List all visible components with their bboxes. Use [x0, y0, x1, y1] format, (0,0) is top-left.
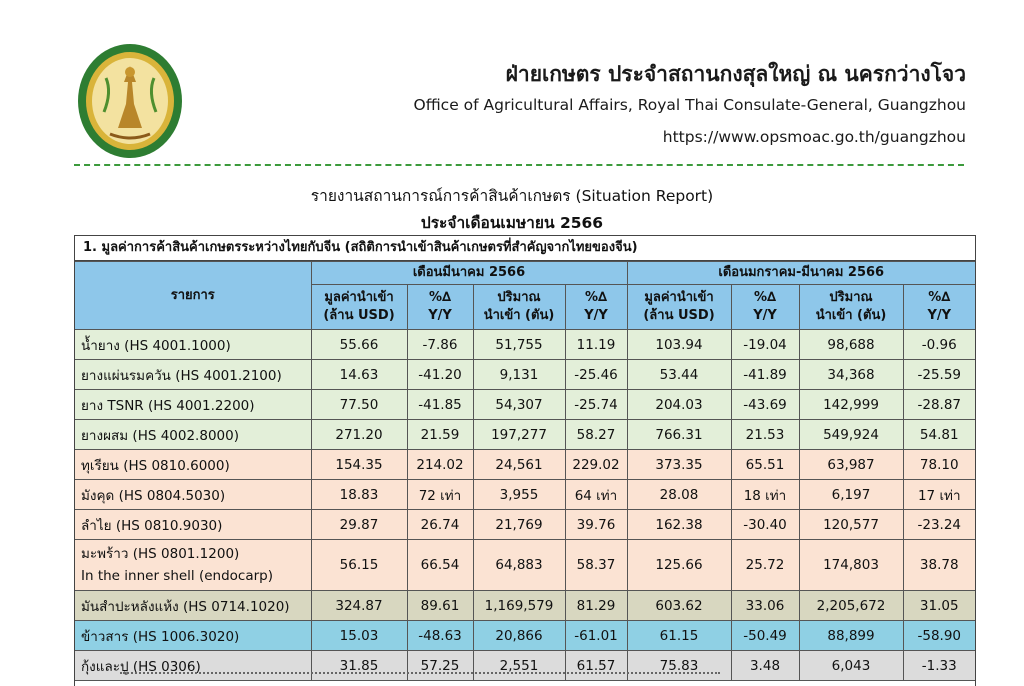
table-cell: 549,924: [799, 420, 903, 450]
row-item-name: ลำไย (HS 0810.9030): [75, 510, 311, 540]
column-header-line: Y/Y: [428, 308, 452, 323]
table-row: [75, 420, 975, 450]
table-cell: 197,277: [473, 420, 565, 450]
row-item-name: น้ำยาง (HS 4001.1000): [75, 330, 311, 360]
table-cell: 65.51: [731, 450, 799, 480]
header-divider: [74, 164, 964, 166]
row-item-name: ทุเรียน (HS 0810.6000): [75, 450, 311, 480]
row-item-name: ยางแผ่นรมควัน (HS 4001.2100): [75, 360, 311, 390]
table-row: [75, 330, 975, 360]
table-row: [75, 540, 975, 591]
table-cell: 14.63: [311, 360, 407, 390]
table-cell: 18 เท่า: [731, 480, 799, 510]
ministry-seal-icon: [76, 42, 184, 160]
table-cell: -28.87: [903, 390, 975, 420]
table-cell: -23.24: [903, 510, 975, 540]
table-cell: 15.03: [311, 621, 407, 651]
table-cell: 162.38: [627, 510, 731, 540]
table-row: [75, 621, 975, 651]
table-cell: -48.63: [407, 621, 473, 651]
table-cell: 77.50: [311, 390, 407, 420]
table-row: [75, 360, 975, 390]
table-cell: 120,577: [799, 510, 903, 540]
row-item-name-line: In the inner shell (endocarp): [81, 568, 274, 584]
column-header: [731, 285, 799, 330]
table-cell: 11.19: [565, 330, 627, 360]
column-header-line: (ล้าน USD): [643, 308, 715, 323]
column-header-line: นำเข้า (ตัน): [483, 308, 555, 323]
row-item-name: มังคุด (HS 0804.5030): [75, 480, 311, 510]
table-cell: 6,043: [799, 651, 903, 681]
table-cell: -25.59: [903, 360, 975, 390]
table-cell: 24,561: [473, 450, 565, 480]
table-cell: 53.44: [627, 360, 731, 390]
column-header-line: (ล้าน USD): [323, 308, 395, 323]
table-cell: -0.96: [903, 330, 975, 360]
report-title: รายงานสถานการณ์การค้าสินค้าเกษตร (Situation Report): [310, 187, 714, 205]
column-header: [407, 285, 473, 330]
office-title-english: Office of Agricultural Affairs, Royal Thai Consulate-General, Guangzhou: [413, 96, 966, 114]
table-cell: -41.20: [407, 360, 473, 390]
column-header-line: ปริมาณ: [829, 290, 873, 305]
table-row: [75, 450, 975, 480]
column-header-line: %∆: [928, 290, 951, 305]
table-cell: 75.83: [627, 651, 731, 681]
column-header-line: Y/Y: [584, 308, 608, 323]
table-cell: 26.74: [407, 510, 473, 540]
table-cell: -50.49: [731, 621, 799, 651]
column-header: [311, 285, 407, 330]
table-row: [75, 591, 975, 621]
trade-table-container: [74, 235, 976, 686]
column-header: [627, 285, 731, 330]
table-row: [75, 390, 975, 420]
row-item-name: [75, 540, 311, 591]
table-cell: 271.20: [311, 420, 407, 450]
row-item-name: มันสำปะหลังแห้ง (HS 0714.1020): [75, 591, 311, 621]
table-cell: 34,368: [799, 360, 903, 390]
office-url[interactable]: https://www.opsmoac.go.th/guangzhou: [662, 128, 966, 146]
table-cell: 55.66: [311, 330, 407, 360]
table-cell: 103.94: [627, 330, 731, 360]
table-cell: 51,755: [473, 330, 565, 360]
column-header-line: มูลค่านำเข้า: [324, 290, 394, 305]
column-header: [799, 285, 903, 330]
column-header-line: %∆: [584, 290, 608, 305]
table-cell: -58.90: [903, 621, 975, 651]
table-cell: 3,955: [473, 480, 565, 510]
table-cell: 3.48: [731, 651, 799, 681]
table-cell: 98,688: [799, 330, 903, 360]
table-cell: 64 เท่า: [565, 480, 627, 510]
table-cell: 81.29: [565, 591, 627, 621]
column-header-line: ปริมาณ: [497, 290, 541, 305]
table-cell: 31.05: [903, 591, 975, 621]
table-caption: 1. มูลค่าการค้าสินค้าเกษตรระหว่างไทยกับจีน (สถิติการนำเข้าสินค้าเกษตรที่สำคัญจากไทยของจีน): [75, 236, 975, 261]
table-cell: 766.31: [627, 420, 731, 450]
table-cell: 61.57: [565, 651, 627, 681]
column-header: [473, 285, 565, 330]
table-cell: 63,987: [799, 450, 903, 480]
table-row: [75, 510, 975, 540]
table-cell: -43.69: [731, 390, 799, 420]
row-item-name: ยาง TSNR (HS 4001.2200): [75, 390, 311, 420]
table-cell: -61.01: [565, 621, 627, 651]
column-header-line: %∆: [428, 290, 452, 305]
column-header-line: Y/Y: [927, 308, 952, 323]
table-cell: 9,131: [473, 360, 565, 390]
table-cell: 25.72: [731, 540, 799, 591]
table-cell: 57.25: [407, 651, 473, 681]
table-cell: 56.15: [311, 540, 407, 591]
period-header-jan-mar: เดือนมกราคม-มีนาคม 2566: [627, 262, 975, 285]
column-header: [903, 285, 975, 330]
table-cell: -7.86: [407, 330, 473, 360]
table-cell: 324.87: [311, 591, 407, 621]
table-cell: 54,307: [473, 390, 565, 420]
table-cell: 88,899: [799, 621, 903, 651]
table-cell: 373.35: [627, 450, 731, 480]
table-cell: 61.15: [627, 621, 731, 651]
table-cell: 58.37: [565, 540, 627, 591]
table-cell: 18.83: [311, 480, 407, 510]
item-column-header: รายการ: [75, 262, 311, 330]
period-header-march: เดือนมีนาคม 2566: [311, 262, 627, 285]
table-cell: -41.89: [731, 360, 799, 390]
table-cell: 20,866: [473, 621, 565, 651]
table-cell: -30.40: [731, 510, 799, 540]
table-cell: 125.66: [627, 540, 731, 591]
table-cell: 174,803: [799, 540, 903, 591]
row-item-name-line: มะพร้าว (HS 0801.1200): [81, 546, 240, 562]
table-cell: 2,551: [473, 651, 565, 681]
table-cell: 78.10: [903, 450, 975, 480]
table-cell: 72 เท่า: [407, 480, 473, 510]
table-cell: 17 เท่า: [903, 480, 975, 510]
table-cell: 21.53: [731, 420, 799, 450]
report-subtitle: ประจำเดือนเมษายน 2566: [420, 214, 604, 232]
table-cell: 28.08: [627, 480, 731, 510]
table-cell: -41.85: [407, 390, 473, 420]
table-cell: 214.02: [407, 450, 473, 480]
table-cell: 39.76: [565, 510, 627, 540]
office-title-thai: ฝ่ายเกษตร ประจำสถานกงสุลใหญ่ ณ นครกว่างโจว: [505, 62, 966, 86]
table-cell: -25.46: [565, 360, 627, 390]
column-header-line: นำเข้า (ตัน): [815, 308, 887, 323]
column-header-line: %∆: [753, 290, 777, 305]
table-cell: 6,197: [799, 480, 903, 510]
row-item-name: ยางผสม (HS 4002.8000): [75, 420, 311, 450]
page-cut-edge: [120, 672, 720, 680]
table-cell: 2,205,672: [799, 591, 903, 621]
table-cell: 142,999: [799, 390, 903, 420]
table-cell: -25.74: [565, 390, 627, 420]
table-cell: 154.35: [311, 450, 407, 480]
table-cell: 21.59: [407, 420, 473, 450]
row-item-name: ข้าวสาร (HS 1006.3020): [75, 621, 311, 651]
table-cell: 229.02: [565, 450, 627, 480]
table-cell: 33.06: [731, 591, 799, 621]
column-header-line: มูลค่านำเข้า: [644, 290, 714, 305]
table-cell: 29.87: [311, 510, 407, 540]
table-cell: 89.61: [407, 591, 473, 621]
table-row: [75, 480, 975, 510]
table-cell: 64,883: [473, 540, 565, 591]
row-item-name: กุ้งและปู (HS 0306): [75, 651, 311, 681]
table-cell: 38.78: [903, 540, 975, 591]
table-cell: 204.03: [627, 390, 731, 420]
table-cell: 31.85: [311, 651, 407, 681]
table-cell: 1,169,579: [473, 591, 565, 621]
table-cell: 66.54: [407, 540, 473, 591]
table-cell: 21,769: [473, 510, 565, 540]
table-cell: -1.33: [903, 651, 975, 681]
table-cell: 54.81: [903, 420, 975, 450]
table-cell: 58.27: [565, 420, 627, 450]
table-cell: -19.04: [731, 330, 799, 360]
trade-table: [75, 261, 975, 681]
column-header-line: Y/Y: [753, 308, 777, 323]
table-cell: 603.62: [627, 591, 731, 621]
column-header: [565, 285, 627, 330]
